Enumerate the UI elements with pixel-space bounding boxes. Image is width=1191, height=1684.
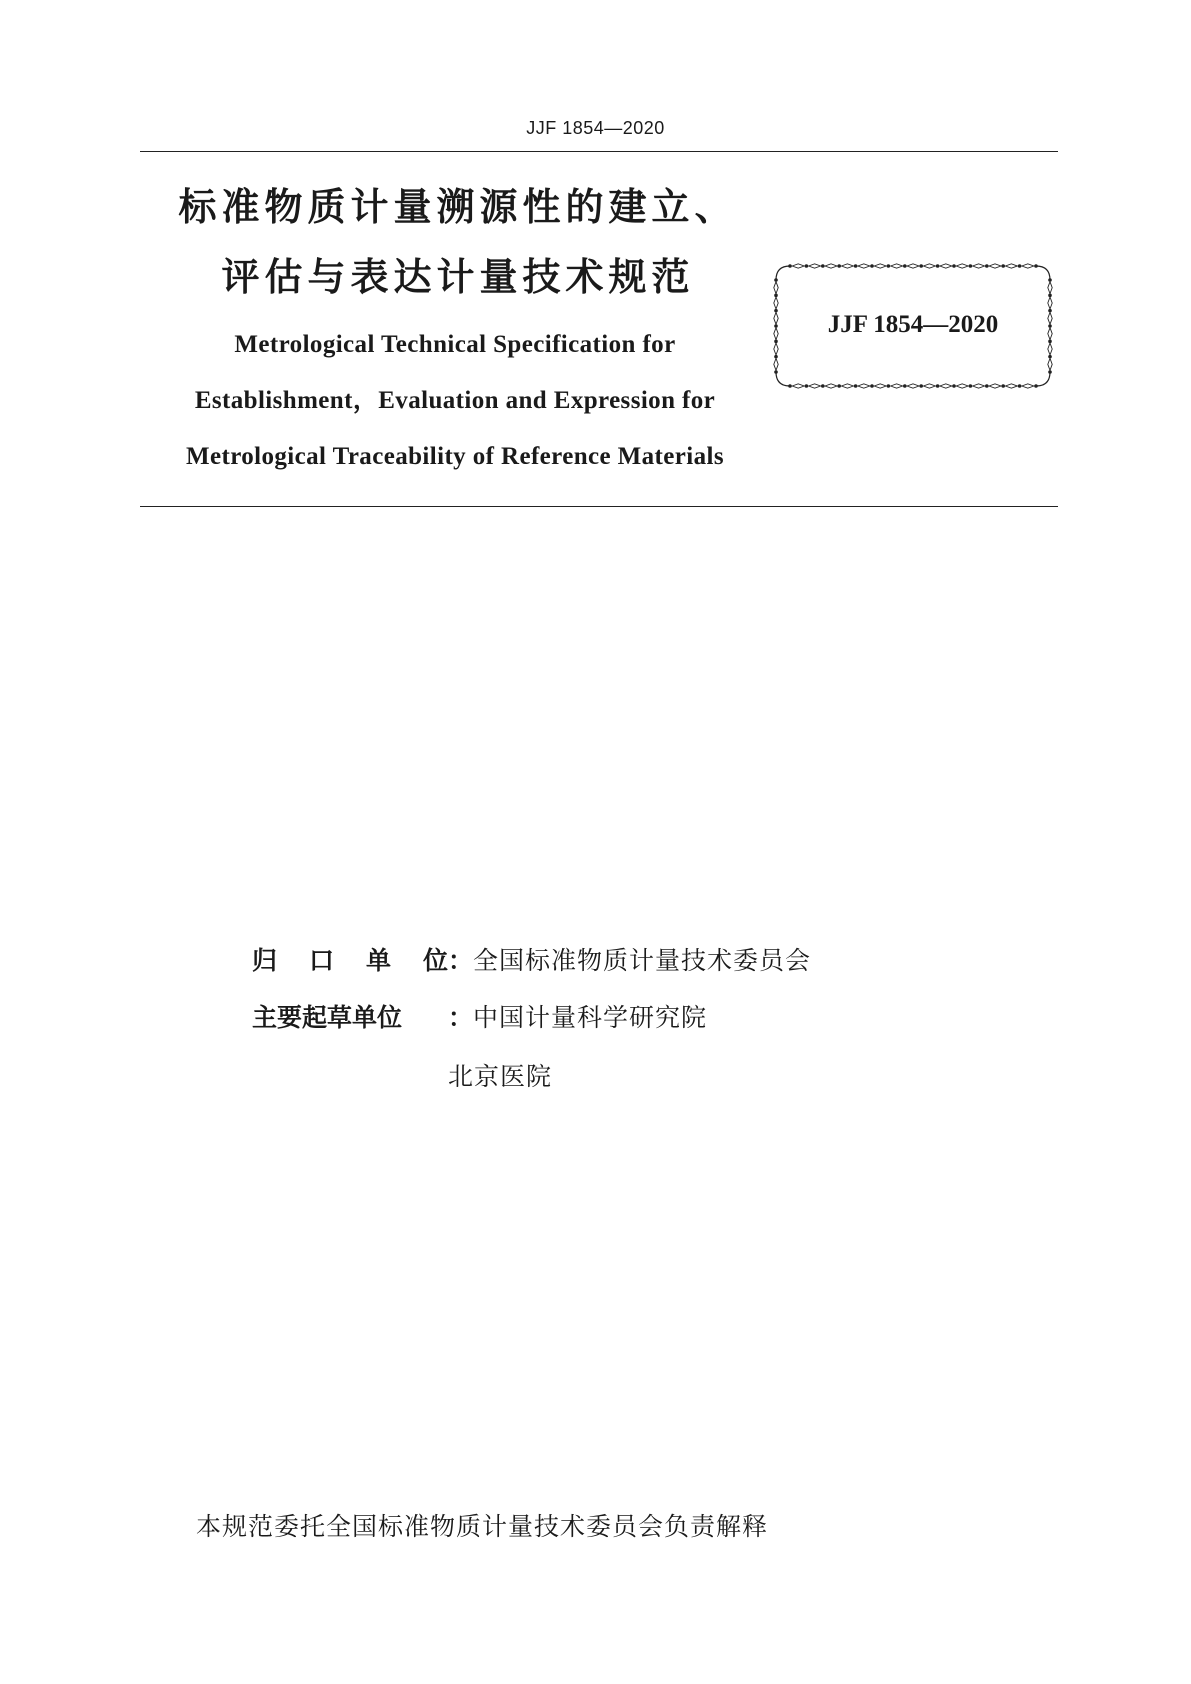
label-colon: ：	[448, 1003, 474, 1032]
responsible-unit-value: 全国标准物质计量技术委员会	[473, 946, 812, 975]
bottom-divider	[140, 506, 1058, 507]
drafting-unit-value-2: 北京医院	[448, 1062, 553, 1091]
drafting-unit-row	[252, 1005, 707, 1031]
responsible-unit-label: 归口单位	[252, 946, 448, 975]
standard-code-box	[772, 262, 1054, 390]
top-divider	[140, 151, 1058, 152]
drafting-unit-label: 主要起草单位	[252, 1003, 403, 1032]
title-english-line-2: Establishment，Evaluation and Expression for	[194, 387, 716, 414]
title-english-line-1: Metrological Technical Specification for	[234, 331, 676, 358]
title-chinese-line-1: 标准物质计量溯源性的建立、	[178, 185, 738, 229]
title-english-line-3: Metrological Traceability of Reference Materials	[186, 443, 724, 470]
header-standard-code: JJF 1854—2020	[526, 118, 665, 138]
drafting-unit-value-1: 中国计量科学研究院	[473, 1003, 708, 1032]
interpretation-note: 本规范委托全国标准物质计量技术委员会负责解释	[196, 1512, 769, 1541]
label-colon: ：	[448, 946, 474, 975]
title-chinese-line-2: 评估与表达计量技术规范	[221, 255, 695, 299]
responsible-unit-row	[252, 948, 811, 974]
drafting-unit-row-2	[448, 1064, 552, 1090]
code-box-text: JJF 1854—2020	[827, 311, 999, 338]
